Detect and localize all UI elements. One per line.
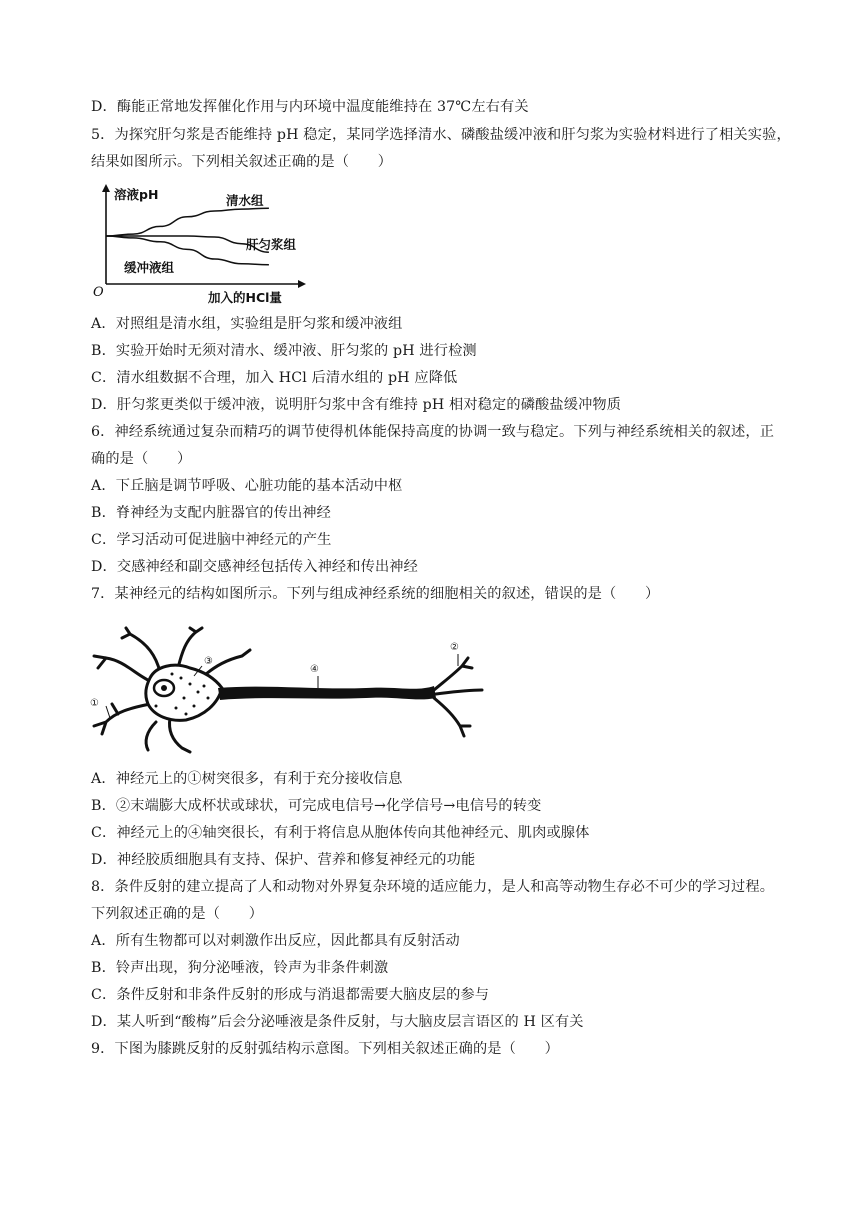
marker-3: ③ — [204, 656, 213, 667]
q8-option-c: C．条件反射和非条件反射的形成与消退都需要大脑皮层的参与 — [91, 987, 490, 1003]
q7-option-a: A．神经元上的①树突很多，有利于充分接收信息 — [91, 771, 403, 787]
q6-stem-line2: 确的是（ ） — [91, 451, 192, 467]
series-label-water: 清水组 — [226, 193, 264, 208]
q5-option-b: B．实验开始时无须对清水、缓冲液、肝匀浆的 pH 进行检测 — [91, 343, 477, 359]
q8-option-d: D．某人听到“酸梅”后会分泌唾液是条件反射，与大脑皮层言语区的 H 区有关 — [91, 1014, 584, 1030]
y-axis-label: 溶液pH — [114, 187, 159, 202]
q7-option-c: C．神经元上的④轴突很长，有利于将信息从胞体传向其他神经元、肌肉或腺体 — [91, 825, 590, 841]
y-axis-arrow — [102, 184, 110, 192]
neuron-figure — [86, 626, 490, 756]
q8-stem-line1: 8．条件反射的建立提高了人和动物对外界复杂环境的适应能力，是人和高等动物生存必不可少的学习过程。 — [91, 879, 775, 895]
nucleolus — [161, 685, 167, 691]
q6-option-a: A．下丘脑是调节呼吸、心脏功能的基本活动中枢 — [91, 478, 403, 494]
x-axis-arrow — [298, 280, 306, 288]
q5-stem-line1: 5．为探究肝匀浆是否能维持 pH 稳定，某同学选择清水、磷酸盐缓冲液和肝匀浆为实验材料进行了相关实验， — [91, 127, 791, 143]
q8-option-a: A．所有生物都可以对刺激作出反应，因此都具有反射活动 — [91, 933, 460, 949]
series-label-buffer: 缓冲液组 — [124, 260, 175, 275]
q8-stem-line2: 下列叙述正确的是（ ） — [91, 906, 264, 922]
q7-option-b: B．②末端膨大成杯状或球状，可完成电信号→化学信号→电信号的转变 — [91, 798, 542, 814]
marker-4: ④ — [310, 664, 319, 675]
q9-stem: 9．下图为膝跳反射的反射弧结构示意图。下列相关叙述正确的是（ ） — [91, 1041, 559, 1057]
axon-terminals — [434, 658, 482, 736]
q6-option-d: D．交感神经和副交感神经包括传入神经和传出神经 — [91, 559, 418, 575]
q5-option-d: D．肝匀浆更类似于缓冲液，说明肝匀浆中含有维持 pH 相对稳定的磷酸盐缓冲物质 — [91, 397, 622, 413]
axon — [218, 686, 436, 700]
marker-2: ② — [450, 642, 459, 653]
q6-stem-line1: 6．神经系统通过复杂而精巧的调节使得机体能保持高度的协调一致与稳定。下列与神经系统相关的叙述，正 — [91, 424, 775, 440]
q6-option-c: C．学习活动可促进脑中神经元的产生 — [91, 532, 332, 548]
ph-chart — [90, 182, 320, 308]
q6-option-b: B．脊神经为支配内脏器官的传出神经 — [91, 505, 331, 521]
q7-stem: 7．某神经元的结构如图所示。下列与组成神经系统的细胞相关的叙述，错误的是（ ） — [91, 586, 660, 602]
q8-option-b: B．铃声出现，狗分泌唾液，铃声为非条件刺激 — [91, 960, 389, 976]
marker-1: ① — [90, 698, 99, 709]
q5-stem-line2: 结果如图所示。下列相关叙述正确的是（ ） — [91, 154, 393, 170]
q4-option-d: D．酶能正常地发挥催化作用与内环境中温度能维持在 37℃左右有关 — [91, 99, 529, 115]
q5-option-a: A．对照组是清水组，实验组是肝匀浆和缓冲液组 — [91, 316, 403, 332]
series-label-liver: 肝匀浆组 — [246, 237, 297, 252]
q5-option-c: C．清水组数据不合理，加入 HCl 后清水组的 pH 应降低 — [91, 370, 458, 386]
series-line-water — [106, 208, 269, 236]
q7-option-d: D．神经胶质细胞具有支持、保护、营养和修复神经元的功能 — [91, 852, 476, 868]
series-lines — [106, 208, 269, 265]
x-axis-label: 加入的HCl量 — [208, 290, 282, 305]
origin-label: O — [93, 285, 104, 300]
